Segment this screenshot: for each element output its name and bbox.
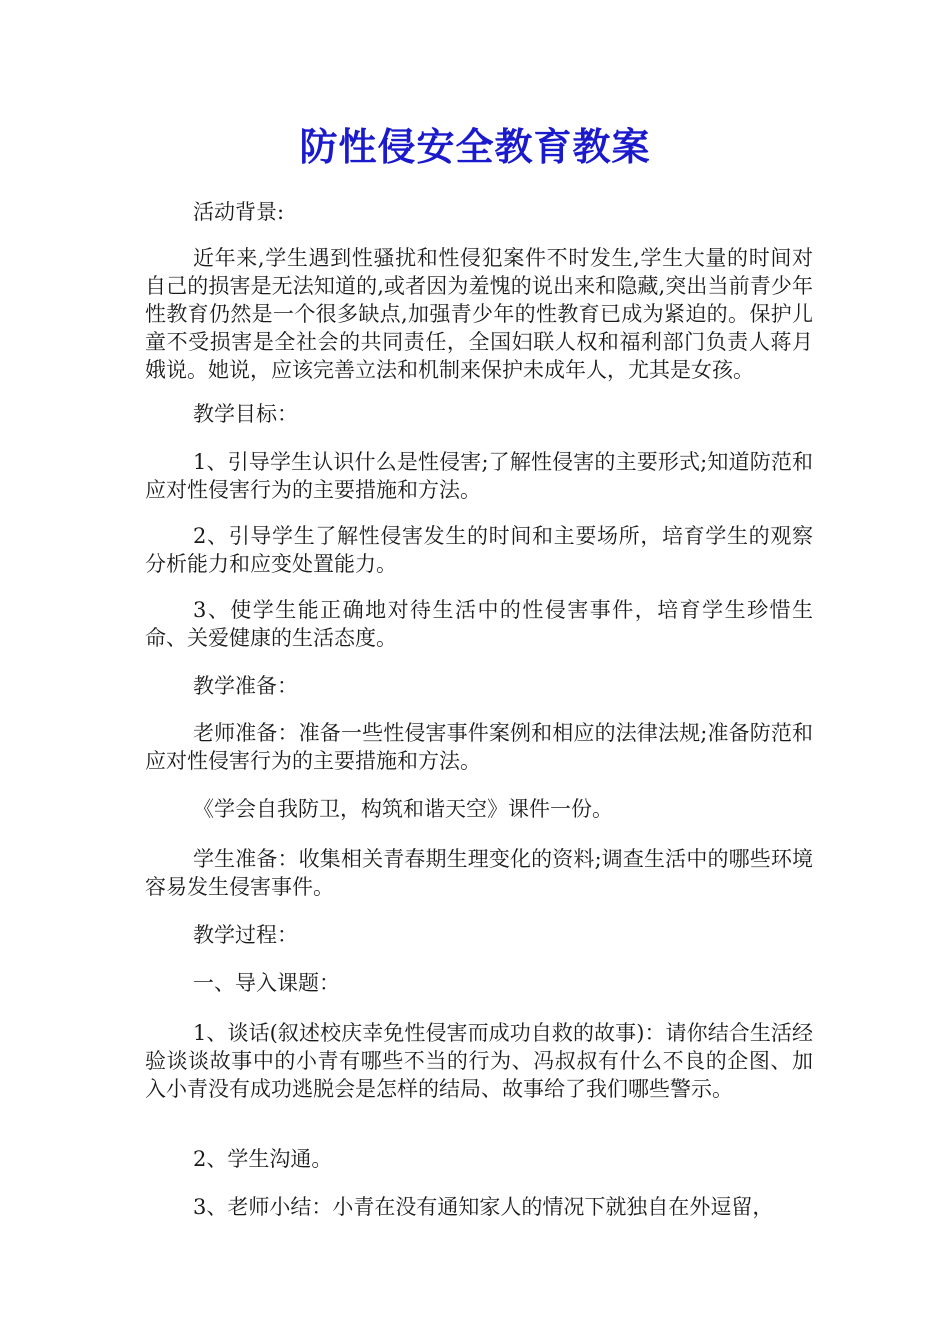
paragraph-step-2: 2、学生沟通。 bbox=[193, 1147, 333, 1171]
paragraph-teacher-prep: 老师准备：准备一些性侵害事件案例和相应的法律法规;准备防范和应对性侵害行为的主要措施和方法。 bbox=[145, 721, 813, 773]
paragraph-student-prep: 学生准备：收集相关青春期生理变化的资料;调查生活中的哪些环境容易发生侵害事件。 bbox=[145, 847, 813, 899]
paragraph-courseware: 《学会自我防卫，构筑和谐天空》课件一份。 bbox=[193, 797, 613, 821]
paragraph-intro-heading: 一、导入课题： bbox=[193, 971, 340, 995]
paragraph-goal-3: 3、使学生能正确地对待生活中的性侵害事件，培育学生珍惜生命、关爱健康的生活态度。 bbox=[145, 598, 813, 650]
paragraph-goal-2: 2、引导学生了解性侵害发生的时间和主要场所，培育学生的观察分析能力和应变处置能力。 bbox=[145, 524, 813, 576]
paragraph-activity-background-heading: 活动背景: bbox=[193, 200, 285, 224]
paragraph-goal-1: 1、引导学生认识什么是性侵害;了解性侵害的主要形式;知道防范和应对性侵害行为的主要措施和方法。 bbox=[145, 450, 813, 502]
paragraph-background-text: 近年来,学生遇到性骚扰和性侵犯案件不时发生,学生大量的时间对自己的损害是无法知道的,或者因为羞愧的说出来和隐藏,突出当前青少年性教育仍然是一个很多缺点,加强青少年的性教育已成为紧迫的。保护儿童不受损害是全社会的共同责任，全国妇联人权和福利部门负责人蒋月娥说。她说，应该完善立法和机制来保护未成年人，尤其是女孩。 bbox=[145, 246, 813, 382]
paragraph-teaching-prep-heading: 教学准备： bbox=[193, 674, 298, 698]
paragraph-step-3: 3、老师小结：小青在没有通知家人的情况下就独自在外逗留， bbox=[193, 1195, 774, 1219]
paragraph-step-1: 1、谈话(叙述校庆幸免性侵害而成功自救的故事)：请你结合生活经验谈谈故事中的小青有哪些不当的行为、冯叔叔有什么不良的企图、加入小青没有成功逃脱会是怎样的结局、故事给了我们哪些警示。 bbox=[145, 1021, 813, 1101]
paragraph-teaching-goals-heading: 教学目标： bbox=[193, 402, 298, 426]
paragraph-teaching-process-heading: 教学过程： bbox=[193, 923, 298, 947]
document-title: 防性侵安全教育教案 bbox=[299, 124, 651, 169]
